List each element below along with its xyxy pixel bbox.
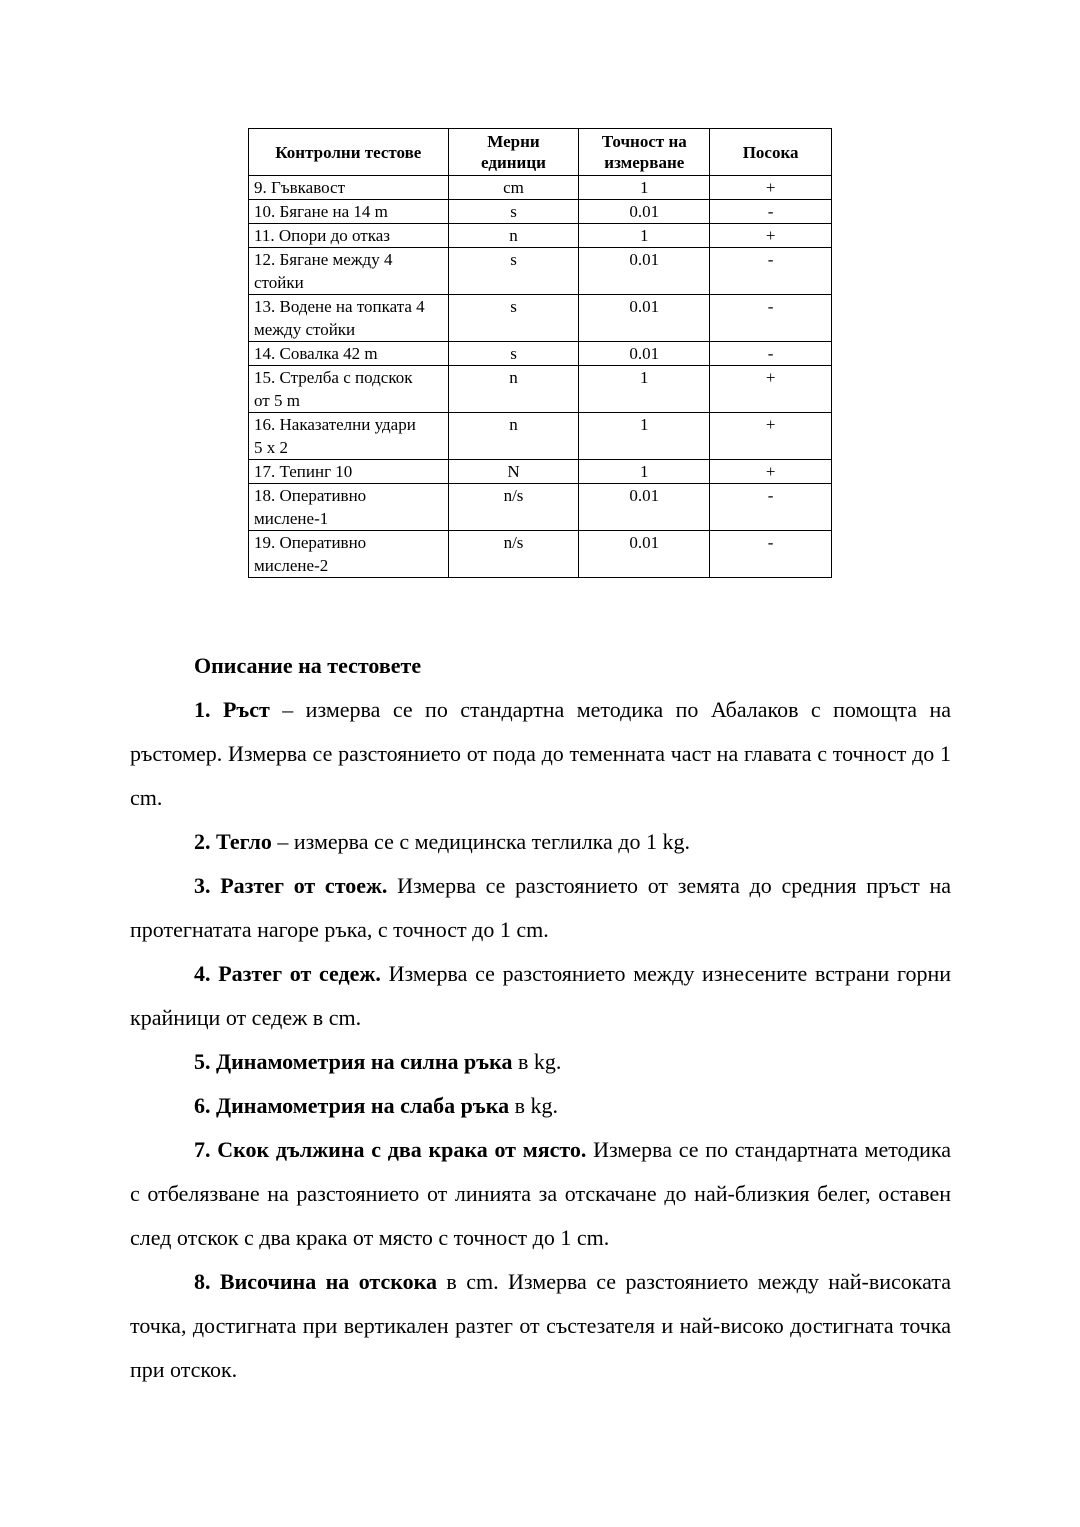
paragraph	[130, 1260, 951, 1392]
section-title: Описание на тестовете	[194, 653, 422, 678]
test-accuracy: 1	[579, 413, 710, 460]
paragraph-term: 7. Скок дължина с два крака от място.	[194, 1137, 587, 1162]
test-name: 15. Стрелба с подскок от 5 m	[249, 366, 449, 413]
test-unit: n	[448, 224, 579, 248]
test-unit: s	[448, 295, 579, 342]
test-name: 12. Бягане между 4 стойки	[249, 248, 449, 295]
paragraph	[130, 820, 951, 864]
table-row	[249, 295, 832, 342]
test-accuracy: 0.01	[579, 531, 710, 578]
header-accuracy: Точност на измерване	[579, 129, 710, 176]
paragraph	[130, 1084, 951, 1128]
test-accuracy: 0.01	[579, 200, 710, 224]
paragraph-term: 3. Разтег от стоеж.	[194, 873, 388, 898]
paragraph-text: в kg.	[509, 1093, 558, 1118]
paragraph-text: Измерва се разстоянието от земята до средния пръст на протегнатата нагоре ръка, с точност до 1 cm.	[130, 873, 951, 942]
test-direction: -	[710, 531, 832, 578]
test-name: 11. Опори до отказ	[249, 224, 449, 248]
table-row	[249, 200, 832, 224]
header-direction: Посока	[710, 129, 832, 176]
test-unit: cm	[448, 176, 579, 200]
test-direction: +	[710, 366, 832, 413]
paragraph-term: 6. Динамометрия на слаба ръка	[194, 1093, 510, 1118]
paragraph-term: 8. Височина на отскока	[194, 1269, 437, 1294]
paragraph-text: – измерва се по стандартна методика по Абалаков с помощта на ръстомер. Измерва се разстоянието от пода до теменната част на главата с точност до 1 cm.	[130, 697, 951, 810]
test-unit: n/s	[448, 531, 579, 578]
test-direction: -	[710, 200, 832, 224]
test-unit: N	[448, 460, 579, 484]
paragraph	[130, 1128, 951, 1260]
test-direction: +	[710, 460, 832, 484]
test-direction: -	[710, 295, 832, 342]
paragraph	[130, 1040, 951, 1084]
paragraph-term: 4. Разтег от седеж.	[194, 961, 381, 986]
table-row	[249, 460, 832, 484]
test-name: 16. Наказателни удари 5 х 2	[249, 413, 449, 460]
paragraph-text: Измерва се по стандартната методика с отбелязване на разстоянието от линията за отскачане до най-близкия белег, оставен след отскок с два крака от място с точност до 1 cm.	[130, 1137, 952, 1250]
test-unit: s	[448, 248, 579, 295]
table-row	[249, 531, 832, 578]
test-unit: n	[448, 366, 579, 413]
test-accuracy: 0.01	[579, 295, 710, 342]
test-name: 17. Тепинг 10	[249, 460, 449, 484]
table-row	[249, 484, 832, 531]
paragraph-term: 1. Ръст	[194, 697, 270, 722]
table-row	[249, 342, 832, 366]
tests-description	[130, 644, 951, 1392]
test-accuracy: 0.01	[579, 248, 710, 295]
test-name: 13. Водене на топката 4 между стойки	[249, 295, 449, 342]
test-accuracy: 0.01	[579, 342, 710, 366]
test-direction: -	[710, 484, 832, 531]
table-header-row	[249, 129, 832, 176]
header-control-tests: Контролни тестове	[249, 129, 449, 176]
test-direction: +	[710, 224, 832, 248]
test-name: 9. Гъвкавост	[249, 176, 449, 200]
table-row	[249, 176, 832, 200]
test-name: 19. Оперативно мислене-2	[249, 531, 449, 578]
control-tests-table	[248, 128, 832, 578]
table-row	[249, 248, 832, 295]
paragraph-term: 5. Динамометрия на силна ръка	[194, 1049, 513, 1074]
paragraph	[130, 952, 951, 1040]
test-accuracy: 1	[579, 176, 710, 200]
table-row	[249, 413, 832, 460]
test-direction: +	[710, 413, 832, 460]
paragraph-text: в kg.	[512, 1049, 562, 1074]
table-row	[249, 366, 832, 413]
paragraph-term: 2. Тегло	[194, 829, 272, 854]
test-name: 10. Бягане на 14 m	[249, 200, 449, 224]
test-unit: s	[448, 200, 579, 224]
test-direction: -	[710, 342, 832, 366]
paragraph	[130, 864, 951, 952]
test-direction: +	[710, 176, 832, 200]
paragraph-text: Измерва се разстоянието между изнесените встрани горни крайници от седеж в cm.	[130, 961, 951, 1030]
test-unit: s	[448, 342, 579, 366]
test-accuracy: 1	[579, 460, 710, 484]
paragraph-text: – измерва се с медицинска теглилка до 1 kg.	[271, 829, 690, 854]
test-name: 14. Совалка 42 m	[249, 342, 449, 366]
paragraph-text: в cm. Измерва се разстоянието между най-високата точка, достигната при вертикален разтег от състезателя и най-високо достигната точка при отскок.	[130, 1269, 951, 1382]
test-direction: -	[710, 248, 832, 295]
table-row	[249, 224, 832, 248]
test-unit: n	[448, 413, 579, 460]
header-units: Мерни единици	[448, 129, 579, 176]
test-accuracy: 1	[579, 224, 710, 248]
test-accuracy: 1	[579, 366, 710, 413]
paragraph	[130, 688, 951, 820]
test-unit: n/s	[448, 484, 579, 531]
test-name: 18. Оперативно мислене-1	[249, 484, 449, 531]
test-accuracy: 0.01	[579, 484, 710, 531]
